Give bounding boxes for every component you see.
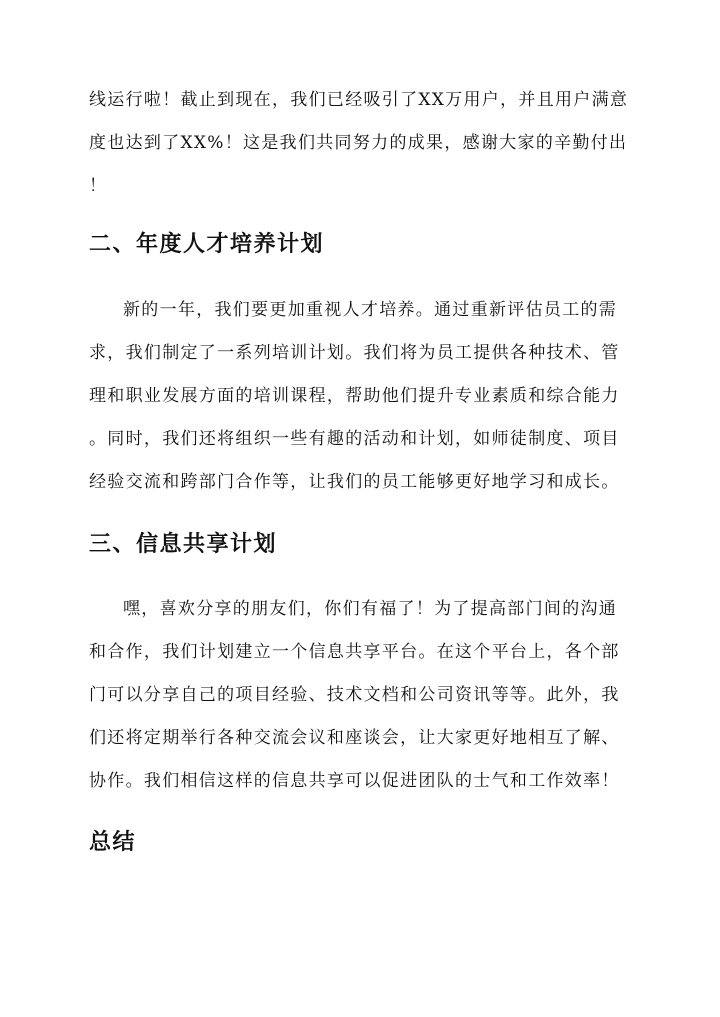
summary-heading: 总结 [89,830,137,855]
section-2-line-4: 。同时，我们还将组织一些有趣的活动和计划，如师徒制度、项目 [89,429,620,449]
section-3-line-5: 协作。我们相信这样的信息共享可以促进团队的士气和工作效率！ [89,771,620,791]
section-2-line-2: 求，我们制定了一系列培训计划。我们将为员工提供各种技术、管 [89,343,620,363]
section-2-heading: 二、年度人才培养计划 [89,232,325,257]
section-3-line-1: 嘿，喜欢分享的朋友们，你们有福了！为了提高部门间的沟通 [123,599,618,619]
section-3-line-4: 们还将定期举行各种交流会议和座谈会，让大家更好地相互了解、 [89,728,620,748]
section-3-line-3: 门可以分享自己的项目经验、技术文档和公司资讯等等。此外，我 [89,685,620,705]
intro-line-1: 线运行啦！截止到现在，我们已经吸引了XX万用户，并且用户满意 [89,90,629,110]
section-2-line-3: 理和职业发展方面的培训课程，帮助他们提升专业素质和综合能力 [89,386,620,406]
intro-line-3: ！ [89,176,108,196]
intro-line-2: 度也达到了XX%！这是我们共同努力的成果，感谢大家的辛勤付出 [89,133,628,153]
section-2-line-1: 新的一年，我们要更加重视人才培养。通过重新评估员工的需 [123,300,618,320]
section-2-line-5: 经验交流和跨部门合作等，让我们的员工能够更好地学习和成长。 [89,472,620,492]
section-3-heading: 三、信息共享计划 [89,532,278,557]
section-3-line-2: 和合作，我们计划建立一个信息共享平台。在这个平台上，各个部 [89,642,620,662]
